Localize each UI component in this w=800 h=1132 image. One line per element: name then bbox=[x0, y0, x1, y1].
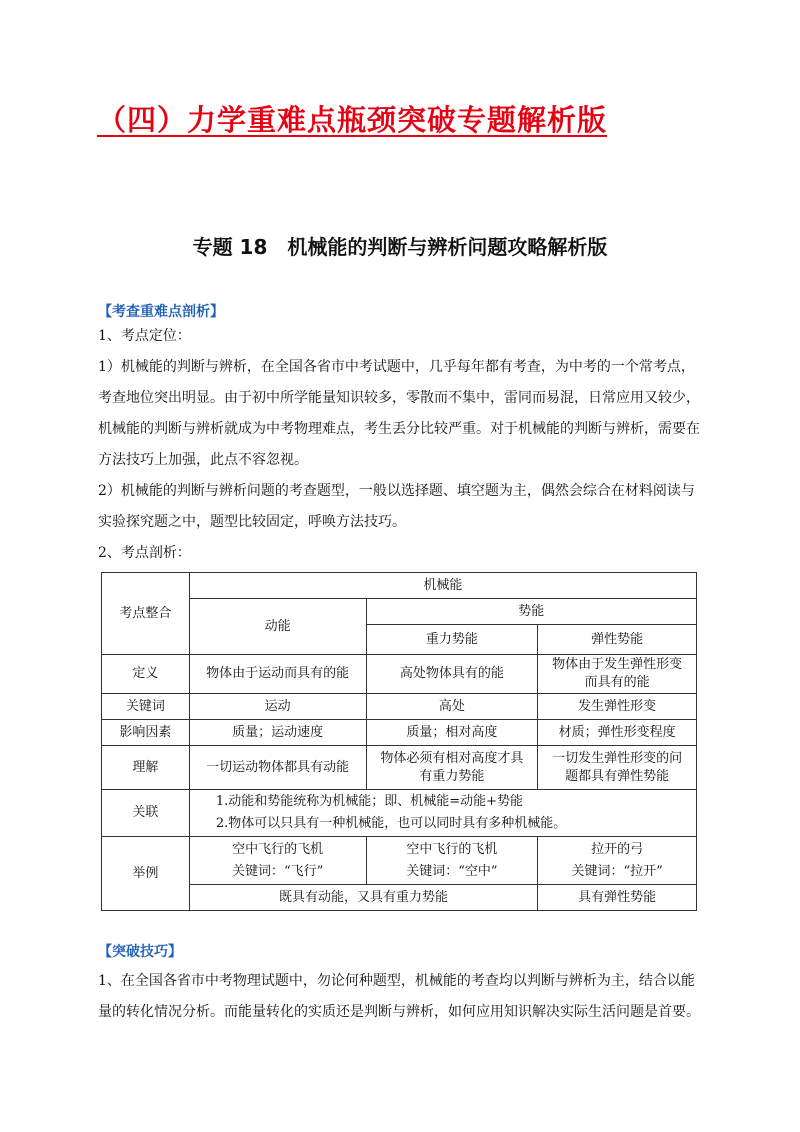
topic-title: 专题 18 机械能的判断与辨析问题攻略解析版 bbox=[192, 235, 608, 259]
table-cell: 高处 bbox=[366, 694, 538, 720]
cell-line: 空中飞行的飞机 bbox=[232, 841, 324, 857]
table-cell: 具有弹性势能 bbox=[538, 885, 697, 911]
table-cell: 质量；运动速度 bbox=[189, 720, 366, 746]
table-row bbox=[102, 837, 697, 885]
section-techniques-body bbox=[98, 966, 708, 1028]
paragraph-line: 实验探究题之中，题型比较固定，呼唤方法技巧。 bbox=[98, 514, 406, 530]
paragraph-line: 方法技巧上加强，此点不容忽视。 bbox=[98, 452, 308, 468]
table-cell bbox=[538, 655, 697, 694]
header-elastic-pe: 弹性势能 bbox=[538, 625, 697, 655]
table-cell: 发生弹性形变 bbox=[538, 694, 697, 720]
table-row bbox=[102, 655, 697, 694]
cell-line: 关键词：“空中” bbox=[406, 863, 498, 879]
cell-line: 关键词：“拉开” bbox=[571, 863, 663, 879]
table-cell: 运动 bbox=[189, 694, 366, 720]
header-mechanical-energy: 机械能 bbox=[189, 573, 696, 599]
document-main-title: （四）力学重难点瓶颈突破专题解析版 bbox=[97, 103, 608, 137]
table-cell: 高处物体具有的能 bbox=[366, 655, 538, 694]
item-title-positioning: 1、考点定位： bbox=[98, 328, 191, 344]
section-heading-analysis: 【考查重难点剖析】 bbox=[98, 304, 224, 320]
table-cell bbox=[538, 837, 697, 885]
table-cell: 一切运动物体都具有动能 bbox=[189, 746, 366, 790]
row-label: 影响因素 bbox=[102, 720, 190, 746]
table-row bbox=[102, 790, 697, 837]
paragraph-line: 2）机械能的判断与辨析问题的考查题型，一般以选择题、填空题为主，偶然会综合在材料阅读与 bbox=[98, 483, 695, 499]
table-cell: 物体由于运动而具有的能 bbox=[189, 655, 366, 694]
row-label: 关键词 bbox=[102, 694, 190, 720]
paragraph-line: 1）机械能的判断与辨析，在全国各省市中考试题中，几乎每年都有考查，为中考的一个常考点， bbox=[98, 359, 695, 375]
table-corner-header: 考点整合 bbox=[102, 573, 190, 655]
knowledge-table bbox=[101, 572, 697, 911]
cell-line: 题都具有弹性势能 bbox=[565, 768, 670, 784]
paragraph-line: 量的转化情况分析。而能量转化的实质还是判断与辨析，如何应用知识解决实际生活问题是首要。 bbox=[98, 1004, 700, 1020]
table-cell bbox=[538, 746, 697, 790]
header-kinetic-energy: 动能 bbox=[189, 599, 366, 655]
table-cell bbox=[366, 746, 538, 790]
row-label: 理解 bbox=[102, 746, 190, 790]
section-heading-techniques: 【突破技巧】 bbox=[98, 944, 182, 960]
row-label: 关联 bbox=[102, 790, 190, 837]
cell-line: 而具有的能 bbox=[584, 675, 650, 690]
paragraph-line: 机械能的判断与辨析就成为中考物理难点，考生丢分比较严重。对于机械能的判断与辨析，需要在 bbox=[98, 421, 700, 437]
table-row bbox=[102, 746, 697, 790]
row-label: 举例 bbox=[102, 837, 190, 911]
table-cell: 质量；相对高度 bbox=[366, 720, 538, 746]
item-title-analysis: 2、考点剖析： bbox=[98, 545, 191, 561]
cell-line: 关键词：“飞行” bbox=[232, 863, 324, 879]
section-analysis-body bbox=[98, 321, 708, 569]
table-cell: 既具有动能，又具有重力势能 bbox=[189, 885, 537, 911]
paragraph-line: 考查地位突出明显。由于初中所学能量知识较多，零散而不集中，雷同而易混，日常应用又较少， bbox=[98, 390, 700, 406]
cell-line: 一切发生弹性形变的问 bbox=[552, 750, 683, 766]
table-cell: 材质；弹性形变程度 bbox=[538, 720, 697, 746]
cell-line: 物体必须有相对高度才具 bbox=[380, 750, 524, 766]
cell-line: 2.物体可以只具有一种机械能，也可以同时具有多种机械能。 bbox=[215, 816, 567, 831]
table-cell bbox=[366, 837, 538, 885]
cell-line: 有重力势能 bbox=[419, 768, 485, 784]
table-cell bbox=[189, 837, 366, 885]
table-row bbox=[102, 694, 697, 720]
table-row bbox=[102, 885, 697, 911]
cell-line: 物体由于发生弹性形变 bbox=[552, 657, 683, 672]
cell-line: 空中飞行的飞机 bbox=[406, 841, 498, 857]
header-potential-energy: 势能 bbox=[366, 599, 696, 625]
header-gravitational-pe: 重力势能 bbox=[366, 625, 538, 655]
table-row bbox=[102, 720, 697, 746]
row-label: 定义 bbox=[102, 655, 190, 694]
table-cell bbox=[189, 790, 696, 837]
paragraph-line: 1、在全国各省市中考物理试题中，勿论何种题型，机械能的考查均以判断与辨析为主，结合以能 bbox=[98, 973, 695, 989]
cell-line: 1.动能和势能统称为机械能；即、机械能=动能+势能 bbox=[215, 794, 524, 809]
cell-line: 拉开的弓 bbox=[591, 841, 644, 857]
